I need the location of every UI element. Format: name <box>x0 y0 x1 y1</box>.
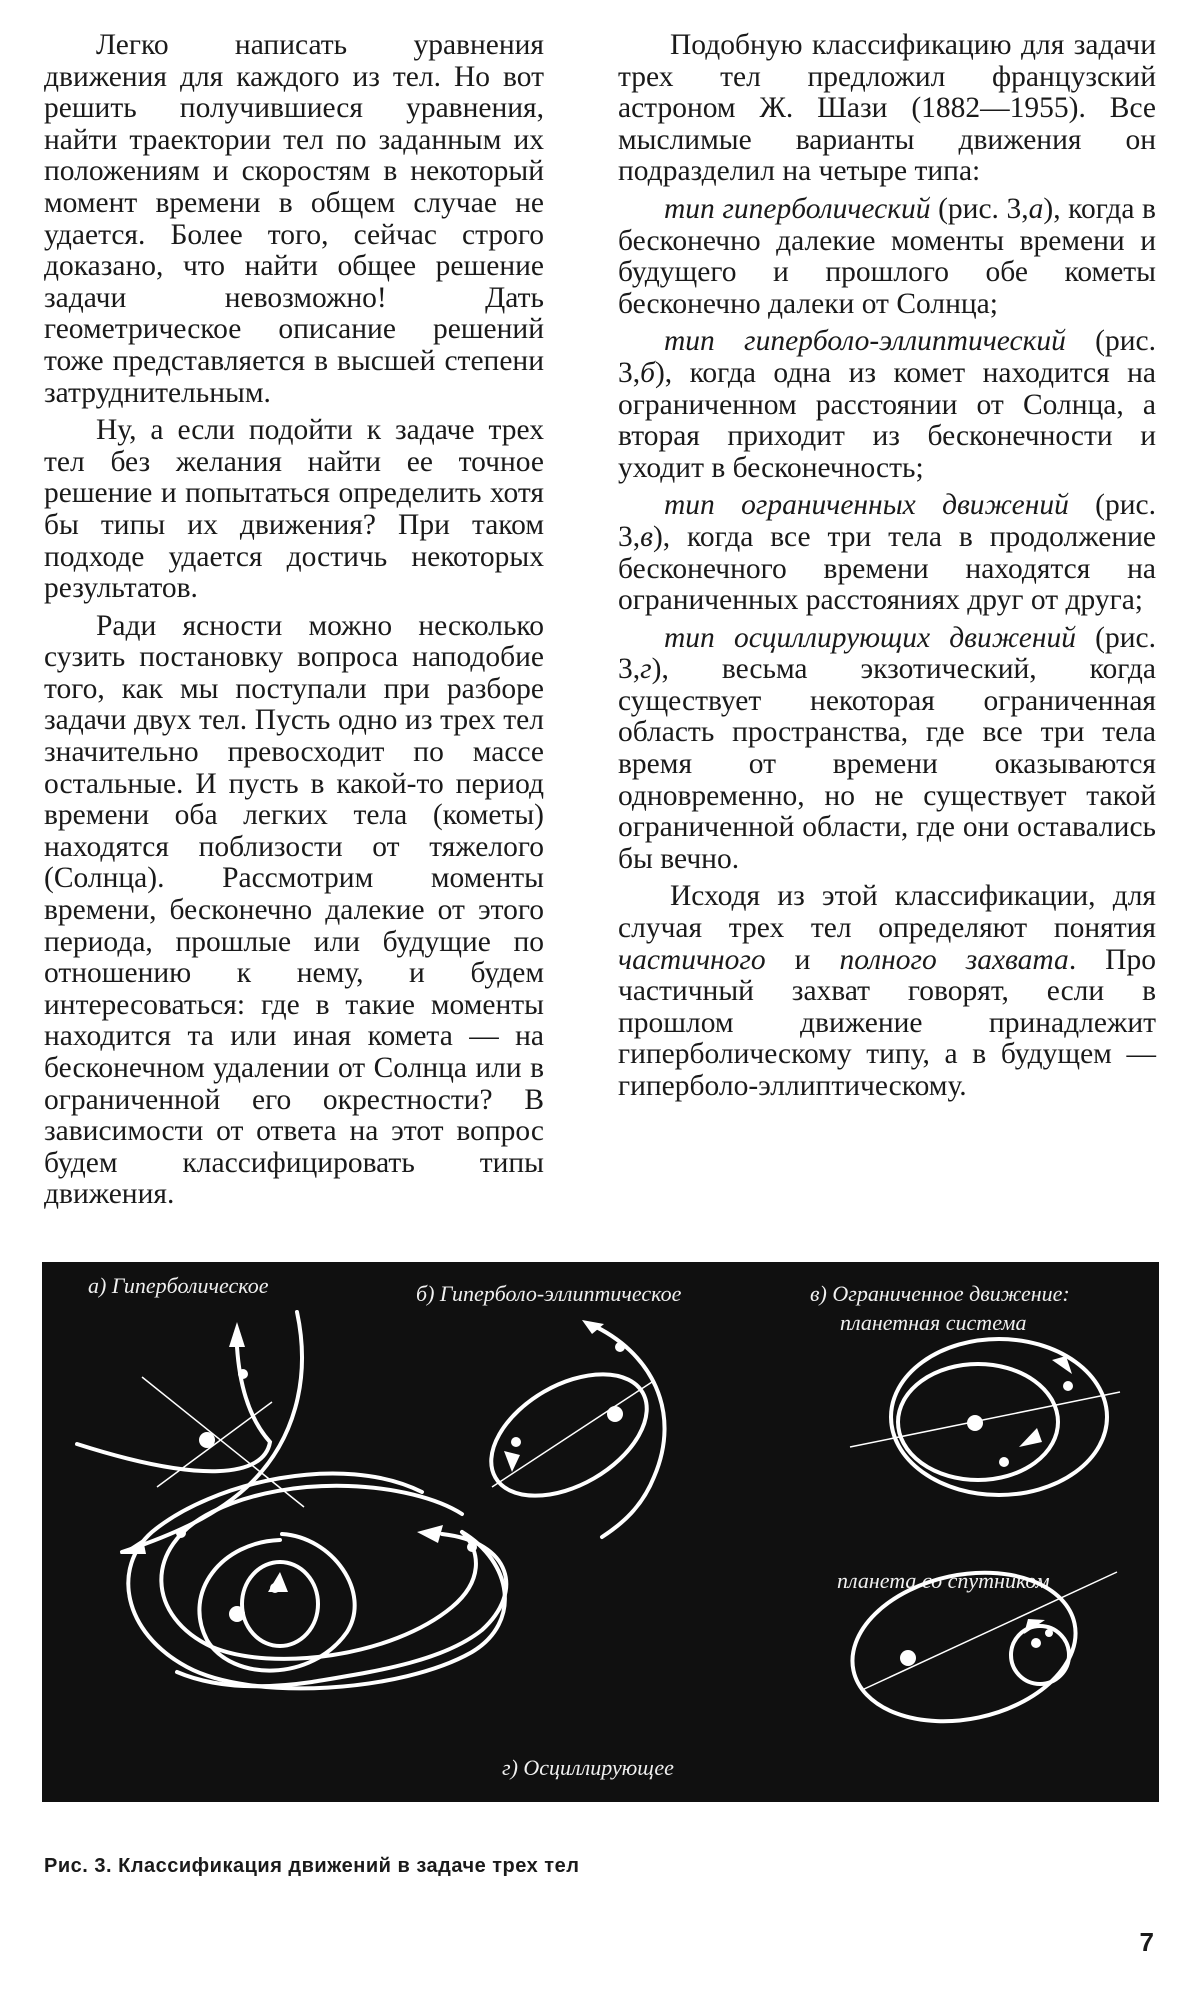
diagram-hyperbolic <box>77 1312 304 1554</box>
paragraph: Легко написать уравнения движения для каждого из тел. Но вот решить получившиеся уравнения, найти траектории тел по заданным их положениям и скоростям в некоторый момент времени в общем случае не удается. Более того, сейчас строго доказано, что найти общее решение задачи невозможно! Дать геометрическое описание решений тоже представляется в высшей степени затруднительным. <box>44 29 544 409</box>
arrow-icon <box>582 1320 604 1334</box>
planet-dot <box>1063 1381 1073 1391</box>
comet-dot <box>238 1369 248 1379</box>
label-planet-with-satellite: планета со спутником <box>837 1568 1050 1593</box>
type-term: тип осциллирующих движений <box>664 621 1077 654</box>
sun-dot <box>967 1415 983 1431</box>
type-term: тип ограниченных движений <box>664 489 1069 522</box>
arrow-icon <box>417 1525 443 1543</box>
satellite-dot <box>1045 1629 1053 1637</box>
sun-dot <box>229 1606 245 1622</box>
label-hyperbolic-elliptic: б) Гиперболо-эллиптическое <box>416 1281 682 1306</box>
comet-dot <box>511 1437 521 1447</box>
hyperbolic-orbit <box>590 1324 665 1537</box>
paragraph: Ну, а если подойти к задаче трех тел без желания найти ее точное решение и попытаться определить хотя бы типы их движения? При таком подходе удается достичь некоторых результатов. <box>44 414 544 605</box>
label-planetary-system: планетная система <box>840 1310 1027 1335</box>
type-term: тип гиперболический <box>664 192 931 225</box>
arrow-icon <box>229 1322 245 1347</box>
label-hyperbolic: а) Гиперболическое <box>88 1273 269 1298</box>
figure-caption: Рис. 3. Классификация движений в задаче трех тел <box>44 1855 580 1877</box>
figure-illustration <box>42 1262 1159 1802</box>
figure-classification <box>42 1262 1159 1802</box>
type-oscillating: тип осциллирующих движений (рис. 3,г), весьма экзотический, когда существует некоторая ограниченная область пространства, где все три тела время от времени оказываются одновременно, но не существует такой ограниченной области, где они оставались бы вечно. <box>618 621 1156 875</box>
axis-line <box>157 1402 272 1487</box>
comet-dot <box>615 1342 625 1352</box>
planet-dot <box>999 1457 1009 1467</box>
paragraph: Ради ясности можно несколько сузить постановку вопроса наподобие того, как мы поступали при разборе задачи двух тел. Пусть одно из трех тел значительно превосходит по массе остальные. И пусть в какой-то период времени оба легких тела (кометы) находятся поблизости от тяжелого (Солнца). Рассмотрим моменты времени, бесконечно далекие от этого периода, прошлые или будущие по отношению к нему, и будем интересоваться: где в такие моменты находится та или иная комета — на бесконечном удалении от Солнца или в ограниченной его окрестности? В зависимости от ответа на этот вопрос будем классифицировать типы движения. <box>44 609 544 1211</box>
paragraph-intro: Подобную классификацию для задачи трех тел предложил французский астроном Ж. Шази (1882—1955). Все мыслимые варианты движения он подразделил на четыре типа: <box>618 29 1156 188</box>
hyperbola-orbit <box>122 1312 302 1552</box>
elliptic-orbit <box>470 1349 667 1521</box>
sun-dot <box>607 1406 623 1422</box>
type-hyperbolic-elliptic: тип гиперболо-эллиптический (рис. 3,б), когда одна из комет находится на ограниченном расстоянии от Солнца, а вторая приходит из бесконечности и уходит в бесконечность; <box>618 325 1156 484</box>
type-bounded: тип ограниченных движений (рис. 3,в), когда все три тела в продолжение бесконечного времени находятся на ограниченных расстояниях друг от друга; <box>618 489 1156 617</box>
page-number: 7 <box>1139 1927 1154 1957</box>
type-hyperbolic: тип гиперболический (рис. 3,а), когда в бесконечно далекие моменты времени и будущего и прошлого обе кометы бесконечно далеки от Солнца; <box>618 192 1156 320</box>
comet-dot <box>467 1542 477 1552</box>
axis-line <box>492 1382 652 1487</box>
diagram-oscillating <box>128 1473 506 1688</box>
right-text-column <box>618 30 1156 1109</box>
diagram-planetary-system <box>850 1339 1120 1495</box>
hyperbola-orbit <box>77 1347 270 1471</box>
label-bounded-motion: в) Ограниченное движение: <box>810 1281 1070 1306</box>
sun-dot <box>199 1432 215 1448</box>
satellite-orbit <box>1011 1626 1069 1684</box>
type-term: тип гиперболо-эллиптический <box>664 325 1066 358</box>
planet-dot <box>1031 1638 1041 1648</box>
arrow-icon <box>504 1451 520 1472</box>
arrow-icon <box>1019 1428 1042 1447</box>
label-oscillating: г) Осциллирующее <box>502 1755 674 1780</box>
paragraph-capture: Исходя из этой классификации, для случая трех тел определяют понятия частичного и полного захвата. Про частичный захват говорят, если в прошлом движение принадлежит гиперболическому типу, а в будущем — гиперболо-эллиптическому. <box>618 880 1156 1102</box>
sun-dot <box>900 1650 916 1666</box>
left-text-column <box>44 30 544 1217</box>
outer-orbit <box>161 1486 476 1659</box>
diagram-hyperbolic-elliptic <box>470 1320 667 1537</box>
comet-dot <box>270 1583 280 1593</box>
